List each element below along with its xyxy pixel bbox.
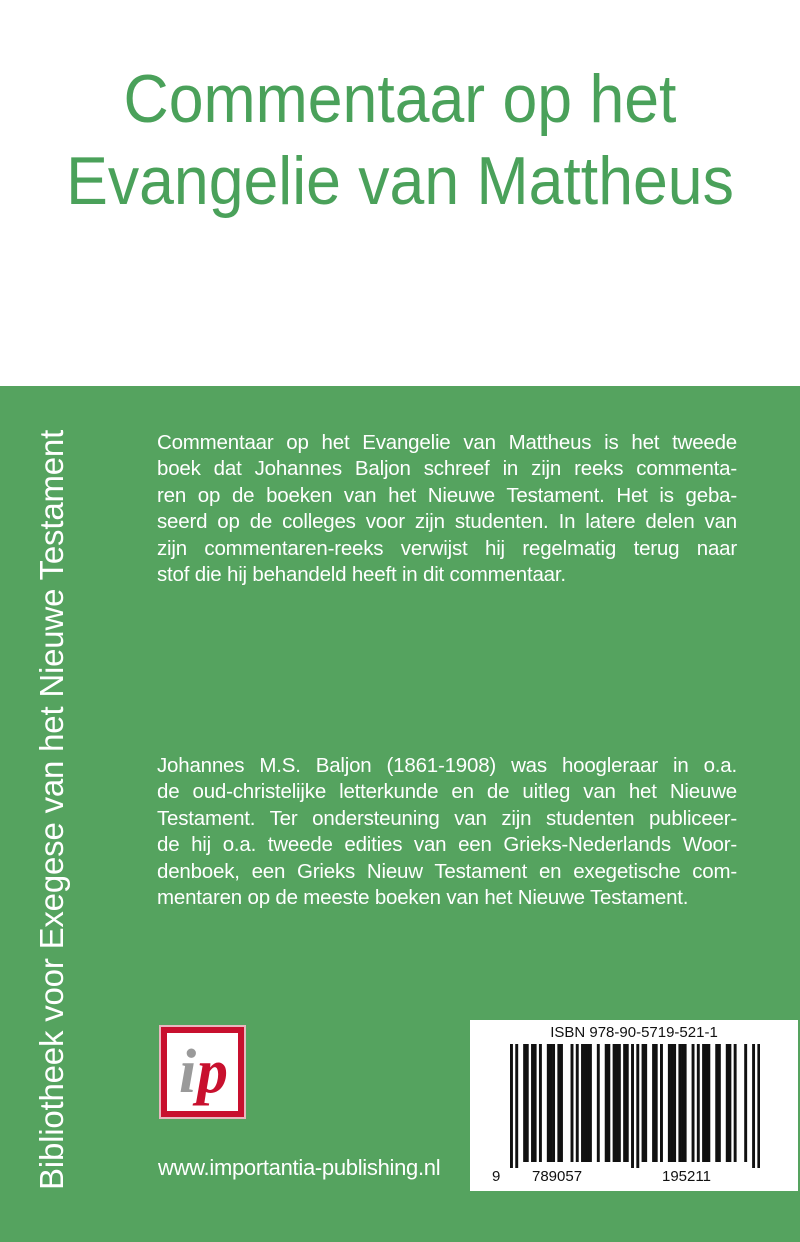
barcode-bar [618,1044,621,1162]
barcode-bar [652,1044,655,1162]
barcode-bar [607,1044,610,1162]
barcode-bar [636,1044,639,1168]
book-title [32,58,768,222]
series-spine-text: Bibliotheek voor Exegese van het Nieuwe Testament [33,429,70,1190]
barcode-bar [549,1044,552,1162]
isbn-label: ISBN 978-90-5719-521-1 [550,1024,718,1041]
description-line: zijn commentaren-reeks verwijst hij regelmatig terug naar [157,536,737,560]
barcode-bar [584,1044,587,1162]
barcode-bar [705,1044,708,1162]
barcode-bar [642,1044,645,1162]
barcode-bar [702,1044,705,1162]
barcode-bar [615,1044,618,1162]
publisher-logo-letter-i: i [179,1038,197,1106]
barcode-bar [623,1044,626,1162]
barcode-bar [655,1044,658,1162]
barcode-bar [744,1044,747,1162]
barcode-bar [510,1044,513,1168]
description-line: stof die hij behandeld heeft in dit commentaar. [157,563,566,587]
barcode-digits-left: 789057 [532,1168,583,1185]
barcode-bar [589,1044,592,1162]
barcode-bar [534,1044,537,1162]
barcode-bar [597,1044,600,1162]
description-line: ren op de boeken van het Nieuwe Testament. Het is geba- [157,483,737,507]
author-bio-paragraph [157,753,737,911]
barcode-bar [613,1044,616,1162]
author-bio-line: denboek, een Grieks Nieuw Testament en exegetische com- [157,859,737,883]
barcode-bar [757,1044,760,1168]
barcode-bar [605,1044,608,1162]
book-title-line-2: Evangelie van Mattheus [66,143,734,219]
barcode-bar [586,1044,589,1162]
barcode-bar [631,1044,634,1168]
barcode-bar [728,1044,731,1162]
barcode-bar [671,1044,674,1162]
publisher-url: www.importantia-publishing.nl [158,1155,441,1180]
publisher-logo [159,1025,246,1119]
author-bio-line: Johannes M.S. Baljon (1861-1908) was hoogleraar in o.a. [157,754,737,777]
barcode-bar [673,1044,676,1162]
barcode-bar [547,1044,550,1162]
author-bio-line: mentaren op de meeste boeken van het Nieuwe Testament. [157,886,689,910]
barcode-bar [715,1044,718,1162]
description-line: Commentaar op het Evangelie van Mattheus is het tweede [157,431,737,454]
barcode-bar [523,1044,526,1162]
barcode-bar [576,1044,579,1162]
barcode-bar [539,1044,542,1162]
barcode-bar [678,1044,681,1162]
barcode-bars [510,1044,760,1168]
barcode-bar [526,1044,529,1162]
barcode-bar [707,1044,710,1162]
barcode-bar [684,1044,687,1162]
barcode-bar [668,1044,671,1162]
barcode-bar [692,1044,695,1162]
isbn-barcode [470,1020,798,1191]
description-paragraph [157,430,737,588]
barcode-bar [734,1044,737,1162]
barcode-bar [681,1044,684,1162]
barcode-bar [752,1044,755,1168]
barcode-digits-right: 195211 [662,1168,711,1185]
barcode-digit-lead: 9 [492,1168,501,1185]
barcode-bar [697,1044,700,1162]
barcode-bar [552,1044,555,1162]
description-line: boek dat Johannes Baljon schreef in zijn reeks commenta- [157,457,737,481]
barcode-bar [644,1044,647,1162]
author-bio-line: de oud-christelijke letterkunde en de uitleg van het Nieuwe [157,780,737,804]
barcode-bar [571,1044,574,1162]
book-title-line-1: Commentaar op het [123,61,677,137]
barcode-bar [560,1044,563,1162]
barcode-bar [557,1044,560,1162]
barcode-bar [515,1044,518,1168]
publisher-logo-inner [167,1033,238,1111]
barcode-bar [626,1044,629,1162]
barcode-bar [531,1044,534,1162]
publisher-logo-letter-p: p [197,1038,228,1106]
description-line: seerd op de colleges voor zijn studenten. In latere delen van [157,510,737,534]
cover-top-area [0,0,800,386]
barcode-bar [726,1044,729,1162]
author-bio-line: de hij o.a. tweede edities van een Grieks-Nederlands Woor- [157,833,737,857]
barcode-bar [581,1044,584,1162]
barcode-bar [660,1044,663,1162]
author-bio-line: Testament. Ter ondersteuning van zijn studenten publiceer- [157,806,737,830]
barcode-bar [718,1044,721,1162]
